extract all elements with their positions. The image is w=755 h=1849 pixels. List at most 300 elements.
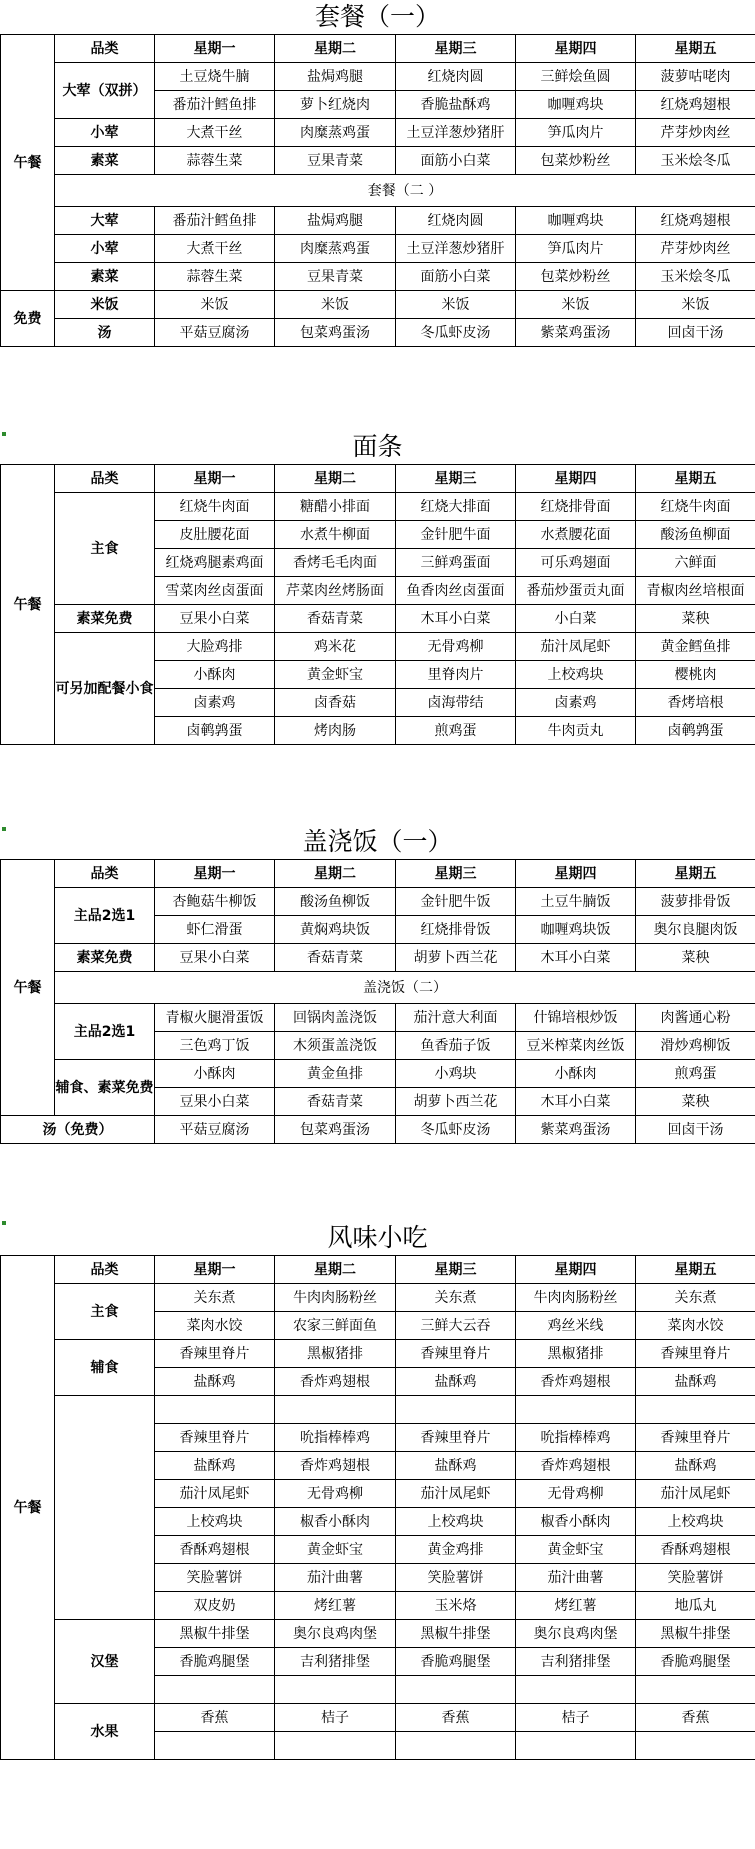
- menu-item: 红烧排骨饭: [396, 916, 516, 944]
- header-weekday: 星期一: [155, 465, 275, 493]
- menu-item: 黑椒猪排: [516, 1340, 636, 1368]
- menu-item: 芹芽炒肉丝: [636, 235, 755, 263]
- menu-item: 香酥鸡翅根: [155, 1536, 275, 1564]
- menu-item: 奥尔良鸡肉堡: [516, 1620, 636, 1648]
- menu-item: 上校鸡块: [516, 661, 636, 689]
- menu-item: [636, 1396, 755, 1424]
- meal-label: 免费: [1, 291, 55, 347]
- header-row: [1, 860, 755, 888]
- category-cell: 汤: [55, 319, 155, 347]
- category-cell: 主品2选1: [55, 1004, 155, 1060]
- table-row: [1, 1396, 755, 1424]
- category-cell: 素菜免费: [55, 605, 155, 633]
- menu-item: 胡萝卜西兰花: [396, 1088, 516, 1116]
- menu-item: 大脸鸡排: [155, 633, 275, 661]
- menu-item: 包菜炒粉丝: [516, 147, 636, 175]
- menu-item: 红烧大排面: [396, 493, 516, 521]
- menu-item: 香辣里脊片: [155, 1424, 275, 1452]
- menu-item: 茄汁意大利面: [396, 1004, 516, 1032]
- menu-item: 滑炒鸡柳饭: [636, 1032, 755, 1060]
- set-meal-title-1: 套餐（一）: [314, 2, 440, 31]
- menu-item: 鸡米花: [275, 633, 396, 661]
- menu-item: 香脆鸡腿堡: [636, 1648, 755, 1676]
- menu-item: 关东煮: [396, 1284, 516, 1312]
- menu-item: 酸汤鱼柳饭: [275, 888, 396, 916]
- noodles-title: 面条: [352, 432, 403, 461]
- category-cell: 素菜免费: [55, 944, 155, 972]
- menu-item: 小酥肉: [155, 661, 275, 689]
- menu-item: 芹芽炒肉丝: [636, 119, 755, 147]
- menu-item: 桔子: [275, 1704, 396, 1732]
- menu-item: 香炸鸡翅根: [275, 1368, 396, 1396]
- menu-item: 盐酥鸡: [636, 1452, 755, 1480]
- menu-item: 水煮牛柳面: [275, 521, 396, 549]
- meal-label: 午餐: [1, 465, 55, 745]
- menu-item: 肉糜蒸鸡蛋: [275, 119, 396, 147]
- menu-item: 黑椒牛排堡: [636, 1620, 755, 1648]
- menu-item: 小酥肉: [155, 1060, 275, 1088]
- menu-item: 香脆鸡腿堡: [155, 1648, 275, 1676]
- header-weekday: 星期三: [396, 465, 516, 493]
- menu-item: 包菜鸡蛋汤: [275, 1116, 396, 1144]
- menu-item: 大煮干丝: [155, 235, 275, 263]
- menu-item: 牛肉肉肠粉丝: [275, 1284, 396, 1312]
- menu-item: 黑椒猪排: [275, 1340, 396, 1368]
- menu-item: 玉米烩冬瓜: [636, 263, 755, 291]
- table-row: [1, 235, 755, 263]
- menu-item: 木耳小白菜: [516, 944, 636, 972]
- menu-item: 水煮腰花面: [516, 521, 636, 549]
- menu-item: 牛肉贡丸: [516, 717, 636, 745]
- category-cell: 小荤: [55, 235, 155, 263]
- menu-item: 笑脸薯饼: [396, 1564, 516, 1592]
- table-row: [1, 1004, 755, 1032]
- menu-item: 樱桃肉: [636, 661, 755, 689]
- menu-item: 桔子: [516, 1704, 636, 1732]
- menu-item: 番茄汁鳕鱼排: [155, 207, 275, 235]
- menu-item: 卤鹌鹑蛋: [155, 717, 275, 745]
- menu-item: 蒜蓉生菜: [155, 147, 275, 175]
- soup-label: 汤（免费）: [1, 1116, 155, 1144]
- menu-item: [275, 1396, 396, 1424]
- menu-item: 六鲜面: [636, 549, 755, 577]
- header-weekday: 星期一: [155, 35, 275, 63]
- menu-item: 鱼香茄子饭: [396, 1032, 516, 1060]
- menu-item: 菜秧: [636, 605, 755, 633]
- menu-item: 香辣里脊片: [155, 1340, 275, 1368]
- menu-item: 卤素鸡: [155, 689, 275, 717]
- header-row: [1, 1256, 755, 1284]
- menu-item: 回锅肉盖浇饭: [275, 1004, 396, 1032]
- menu-item: 茄汁凤尾虾: [396, 1480, 516, 1508]
- menu-item: 里脊肉片: [396, 661, 516, 689]
- table-row: [1, 1340, 755, 1368]
- header-row: [1, 35, 755, 63]
- menu-item: 米饭: [275, 291, 396, 319]
- category-cell: 辅食: [55, 1340, 155, 1396]
- menu-item: 煎鸡蛋: [636, 1060, 755, 1088]
- menu-item: 无骨鸡柳: [275, 1480, 396, 1508]
- header-weekday: 星期四: [516, 465, 636, 493]
- header-category: 品类: [55, 860, 155, 888]
- menu-item: 香炸鸡翅根: [516, 1452, 636, 1480]
- menu-item: 黄金鳕鱼排: [636, 633, 755, 661]
- menu-item: 吮指棒棒鸡: [516, 1424, 636, 1452]
- menu-item: 农家三鲜面鱼: [275, 1312, 396, 1340]
- menu-item: 小白菜: [516, 605, 636, 633]
- menu-item: 香菇青菜: [275, 605, 396, 633]
- menu-item: 包菜鸡蛋汤: [275, 319, 396, 347]
- menu-item: 无骨鸡柳: [516, 1480, 636, 1508]
- menu-item: 回卤干汤: [636, 319, 755, 347]
- menu-item: 咖喱鸡块: [516, 207, 636, 235]
- menu-item: 米饭: [396, 291, 516, 319]
- menu-item: 盐酥鸡: [396, 1452, 516, 1480]
- header-weekday: 星期一: [155, 860, 275, 888]
- snacks-title: 风味小吃: [327, 1223, 428, 1252]
- menu-item: 木耳小白菜: [396, 605, 516, 633]
- menu-item: 茄汁曲薯: [516, 1564, 636, 1592]
- table-row: [1, 633, 755, 661]
- menu-item: 豆果青菜: [275, 147, 396, 175]
- menu-item: 红烧鸡翅根: [636, 91, 755, 119]
- menu-item: 平菇豆腐汤: [155, 319, 275, 347]
- menu-item: 酸汤鱼柳面: [636, 521, 755, 549]
- menu-item: 冬瓜虾皮汤: [396, 1116, 516, 1144]
- category-cell: 辅食、素菜免费: [55, 1060, 155, 1116]
- menu-item: 糖醋小排面: [275, 493, 396, 521]
- menu-item: 盐焗鸡腿: [275, 63, 396, 91]
- menu-item: 面筋小白菜: [396, 263, 516, 291]
- menu-item: 红烧肉圆: [396, 63, 516, 91]
- menu-item: 关东煮: [155, 1284, 275, 1312]
- menu-item: 盐焗鸡腿: [275, 207, 396, 235]
- menu-item: 芹菜肉丝烤肠面: [275, 577, 396, 605]
- menu-item: 盐酥鸡: [636, 1368, 755, 1396]
- menu-item: 香脆鸡腿堡: [396, 1648, 516, 1676]
- menu-item: 三鲜大云吞: [396, 1312, 516, 1340]
- noodles-table: [0, 464, 755, 745]
- table-row: [1, 1060, 755, 1088]
- header-weekday: 星期四: [516, 1256, 636, 1284]
- menu-item: 上校鸡块: [636, 1508, 755, 1536]
- menu-item: 小酥肉: [516, 1060, 636, 1088]
- menu-item: 茄汁凤尾虾: [636, 1480, 755, 1508]
- table-row: [1, 1620, 755, 1648]
- menu-item: 大煮干丝: [155, 119, 275, 147]
- menu-item: 上校鸡块: [396, 1508, 516, 1536]
- table-row: [1, 263, 755, 291]
- menu-item: 金针肥牛面: [396, 521, 516, 549]
- menu-item: 椒香小酥肉: [516, 1508, 636, 1536]
- header-category: 品类: [55, 35, 155, 63]
- header-weekday: 星期一: [155, 1256, 275, 1284]
- header-weekday: 星期四: [516, 35, 636, 63]
- menu-item: 豆米榨菜肉丝饭: [516, 1032, 636, 1060]
- header-weekday: 星期二: [275, 35, 396, 63]
- menu-item: 三鲜烩鱼圆: [516, 63, 636, 91]
- menu-item: 杏鲍菇牛柳饭: [155, 888, 275, 916]
- category-cell: 米饭: [55, 291, 155, 319]
- menu-item: 肉糜蒸鸡蛋: [275, 235, 396, 263]
- category-cell: 大荤: [55, 207, 155, 235]
- menu-item: 三色鸡丁饭: [155, 1032, 275, 1060]
- menu-item: 豆果小白菜: [155, 944, 275, 972]
- menu-item: 红烧鸡翅根: [636, 207, 755, 235]
- table-row: [1, 207, 755, 235]
- category-cell: 可另加配餐小食: [55, 633, 155, 745]
- menu-item: 可乐鸡翅面: [516, 549, 636, 577]
- menu-item: 卤海带结: [396, 689, 516, 717]
- category-cell: 大荤（双拼）: [55, 63, 155, 119]
- menu-item: 吉利猪排堡: [275, 1648, 396, 1676]
- menu-item: 椒香小酥肉: [275, 1508, 396, 1536]
- menu-item: 胡萝卜西兰花: [396, 944, 516, 972]
- menu-item: [636, 1676, 755, 1704]
- meal-label: 午餐: [1, 860, 55, 1116]
- header-weekday: 星期三: [396, 35, 516, 63]
- menu-item: 煎鸡蛋: [396, 717, 516, 745]
- menu-item: 奥尔良鸡肉堡: [275, 1620, 396, 1648]
- menu-item: 卤素鸡: [516, 689, 636, 717]
- table-row: [1, 493, 755, 521]
- menu-item: 地瓜丸: [636, 1592, 755, 1620]
- menu-item: 菜肉水饺: [155, 1312, 275, 1340]
- menu-item: 双皮奶: [155, 1592, 275, 1620]
- header-category: 品类: [55, 1256, 155, 1284]
- menu-item: [636, 1732, 755, 1760]
- menu-item: 豆果小白菜: [155, 1088, 275, 1116]
- table-row: [1, 119, 755, 147]
- rice-bowl-table: [0, 859, 755, 1144]
- menu-item: 番茄炒蛋贡丸面: [516, 577, 636, 605]
- menu-item: 包菜炒粉丝: [516, 263, 636, 291]
- menu-item: 番茄汁鳕鱼排: [155, 91, 275, 119]
- menu-item: 红烧肉圆: [396, 207, 516, 235]
- category-cell: 素菜: [55, 147, 155, 175]
- header-weekday: 星期二: [275, 860, 396, 888]
- menu-item: 香脆盐酥鸡: [396, 91, 516, 119]
- menu-item: 烤肉肠: [275, 717, 396, 745]
- header-weekday: 星期五: [636, 860, 755, 888]
- set-meal-table: [0, 34, 755, 347]
- menu-item: 香菇青菜: [275, 944, 396, 972]
- rice-bowl-title-1: 盖浇饭（一）: [302, 827, 453, 856]
- menu-item: 萝卜红烧肉: [275, 91, 396, 119]
- menu-item: [155, 1732, 275, 1760]
- header-weekday: 星期二: [275, 465, 396, 493]
- menu-item: [155, 1396, 275, 1424]
- section-subtitle: 套餐（二 ）: [55, 175, 755, 207]
- section-subtitle: 盖浇饭（二）: [55, 972, 755, 1004]
- header-row: [1, 465, 755, 493]
- menu-item: 土豆牛腩饭: [516, 888, 636, 916]
- menu-item: 豆果青菜: [275, 263, 396, 291]
- menu-item: 茄汁凤尾虾: [516, 633, 636, 661]
- menu-item: 金针肥牛饭: [396, 888, 516, 916]
- table-row: [1, 605, 755, 633]
- menu-item: 青椒火腿滑蛋饭: [155, 1004, 275, 1032]
- subtitle-row: [1, 972, 755, 1004]
- header-weekday: 星期五: [636, 1256, 755, 1284]
- menu-item: [275, 1732, 396, 1760]
- menu-item: 鸡丝米线: [516, 1312, 636, 1340]
- menu-item: 面筋小白菜: [396, 147, 516, 175]
- menu-item: 土豆烧牛腩: [155, 63, 275, 91]
- menu-item: 红烧排骨面: [516, 493, 636, 521]
- menu-item: 咖喱鸡块饭: [516, 916, 636, 944]
- menu-item: 黄金虾宝: [275, 661, 396, 689]
- menu-item: 鱼香肉丝卤蛋面: [396, 577, 516, 605]
- menu-item: [516, 1676, 636, 1704]
- menu-item: 黄金鸡排: [396, 1536, 516, 1564]
- menu-item: 卤香菇: [275, 689, 396, 717]
- category-cell: 汉堡: [55, 1620, 155, 1704]
- menu-item: 黄金鱼排: [275, 1060, 396, 1088]
- category-cell: 主食: [55, 1284, 155, 1340]
- menu-item: 吉利猪排堡: [516, 1648, 636, 1676]
- menu-item: 小鸡块: [396, 1060, 516, 1088]
- table-row: [1, 319, 755, 347]
- menu-item: 奥尔良腿肉饭: [636, 916, 755, 944]
- menu-item: 玉米烩冬瓜: [636, 147, 755, 175]
- header-weekday: 星期三: [396, 860, 516, 888]
- table-row: [1, 291, 755, 319]
- header-weekday: 星期五: [636, 35, 755, 63]
- menu-item: 虾仁滑蛋: [155, 916, 275, 944]
- table-row: [1, 147, 755, 175]
- menu-item: 茄汁凤尾虾: [155, 1480, 275, 1508]
- menu-item: 木耳小白菜: [516, 1088, 636, 1116]
- category-cell: 水果: [55, 1704, 155, 1760]
- menu-item: [516, 1732, 636, 1760]
- menu-item: 香蕉: [155, 1704, 275, 1732]
- menu-item: 烤红薯: [516, 1592, 636, 1620]
- menu-item: 香酥鸡翅根: [636, 1536, 755, 1564]
- menu-item: 黄焖鸡块饭: [275, 916, 396, 944]
- menu-item: 木须蛋盖浇饭: [275, 1032, 396, 1060]
- menu-item: 平菇豆腐汤: [155, 1116, 275, 1144]
- menu-item: 香辣里脊片: [636, 1340, 755, 1368]
- menu-item: 香炸鸡翅根: [516, 1368, 636, 1396]
- menu-item: 红烧鸡腿素鸡面: [155, 549, 275, 577]
- menu-item: 土豆洋葱炒猪肝: [396, 119, 516, 147]
- menu-item: 紫菜鸡蛋汤: [516, 1116, 636, 1144]
- menu-item: 玉米烙: [396, 1592, 516, 1620]
- menu-item: 三鲜鸡蛋面: [396, 549, 516, 577]
- menu-item: 卤鹌鹑蛋: [636, 717, 755, 745]
- header-category: 品类: [55, 465, 155, 493]
- menu-item: 红烧牛肉面: [636, 493, 755, 521]
- menu-item: 米饭: [516, 291, 636, 319]
- menu-item: 黄金虾宝: [275, 1536, 396, 1564]
- menu-item: 冬瓜虾皮汤: [396, 319, 516, 347]
- menu-item: 香辣里脊片: [396, 1424, 516, 1452]
- menu-item: 菠萝排骨饭: [636, 888, 755, 916]
- category-cell: 主品2选1: [55, 888, 155, 944]
- menu-item: [275, 1676, 396, 1704]
- menu-item: 菜秧: [636, 944, 755, 972]
- menu-item: 香炸鸡翅根: [275, 1452, 396, 1480]
- menu-item: 菠萝咕咾肉: [636, 63, 755, 91]
- menu-item: [155, 1676, 275, 1704]
- menu-item: 笑脸薯饼: [636, 1564, 755, 1592]
- menu-item: 菜秧: [636, 1088, 755, 1116]
- menu-item: 笋瓜肉片: [516, 235, 636, 263]
- menu-item: 菜肉水饺: [636, 1312, 755, 1340]
- table-row: [1, 63, 755, 91]
- menu-item: 什锦培根炒饭: [516, 1004, 636, 1032]
- menu-item: [396, 1396, 516, 1424]
- menu-item: 香烤毛毛肉面: [275, 549, 396, 577]
- menu-item: 紫菜鸡蛋汤: [516, 319, 636, 347]
- menu-item: 香辣里脊片: [396, 1340, 516, 1368]
- menu-item: 盐酥鸡: [396, 1368, 516, 1396]
- menu-item: [396, 1732, 516, 1760]
- menu-item: 香蕉: [396, 1704, 516, 1732]
- menu-item: 香烤培根: [636, 689, 755, 717]
- menu-item: 皮肚腰花面: [155, 521, 275, 549]
- category-cell: 素菜: [55, 263, 155, 291]
- category-cell: [55, 1396, 155, 1620]
- menu-item: 蒜蓉生菜: [155, 263, 275, 291]
- menu-item: [516, 1396, 636, 1424]
- menu-item: 米饭: [155, 291, 275, 319]
- meal-label: 午餐: [1, 1256, 55, 1760]
- header-weekday: 星期五: [636, 465, 755, 493]
- header-weekday: 星期四: [516, 860, 636, 888]
- menu-item: 关东煮: [636, 1284, 755, 1312]
- header-weekday: 星期三: [396, 1256, 516, 1284]
- menu-item: 香菇青菜: [275, 1088, 396, 1116]
- table-row: [1, 1284, 755, 1312]
- menu-item: 黄金虾宝: [516, 1536, 636, 1564]
- menu-item: 笋瓜肉片: [516, 119, 636, 147]
- menu-item: 黑椒牛排堡: [396, 1620, 516, 1648]
- menu-item: 肉酱通心粉: [636, 1004, 755, 1032]
- menu-item: 上校鸡块: [155, 1508, 275, 1536]
- menu-item: 盐酥鸡: [155, 1452, 275, 1480]
- header-weekday: 星期二: [275, 1256, 396, 1284]
- category-cell: 小荤: [55, 119, 155, 147]
- menu-item: 香辣里脊片: [636, 1424, 755, 1452]
- menu-item: 无骨鸡柳: [396, 633, 516, 661]
- snacks-table: [0, 1255, 755, 1760]
- menu-item: 豆果小白菜: [155, 605, 275, 633]
- soup-row: [1, 1116, 755, 1144]
- table-row: [1, 944, 755, 972]
- table-row: [1, 1704, 755, 1732]
- menu-item: 烤红薯: [275, 1592, 396, 1620]
- menu-item: 青椒肉丝培根面: [636, 577, 755, 605]
- menu-item: 回卤干汤: [636, 1116, 755, 1144]
- menu-item: 米饭: [636, 291, 755, 319]
- menu-item: 土豆洋葱炒猪肝: [396, 235, 516, 263]
- menu-item: 笑脸薯饼: [155, 1564, 275, 1592]
- subtitle-row: [1, 175, 755, 207]
- menu-item: 盐酥鸡: [155, 1368, 275, 1396]
- menu-item: 雪菜肉丝卤蛋面: [155, 577, 275, 605]
- menu-item: 吮指棒棒鸡: [275, 1424, 396, 1452]
- table-row: [1, 888, 755, 916]
- menu-item: [396, 1676, 516, 1704]
- menu-item: 茄汁曲薯: [275, 1564, 396, 1592]
- menu-item: 红烧牛肉面: [155, 493, 275, 521]
- menu-item: 咖喱鸡块: [516, 91, 636, 119]
- category-cell: 主食: [55, 493, 155, 605]
- menu-item: 牛肉肉肠粉丝: [516, 1284, 636, 1312]
- menu-item: 黑椒牛排堡: [155, 1620, 275, 1648]
